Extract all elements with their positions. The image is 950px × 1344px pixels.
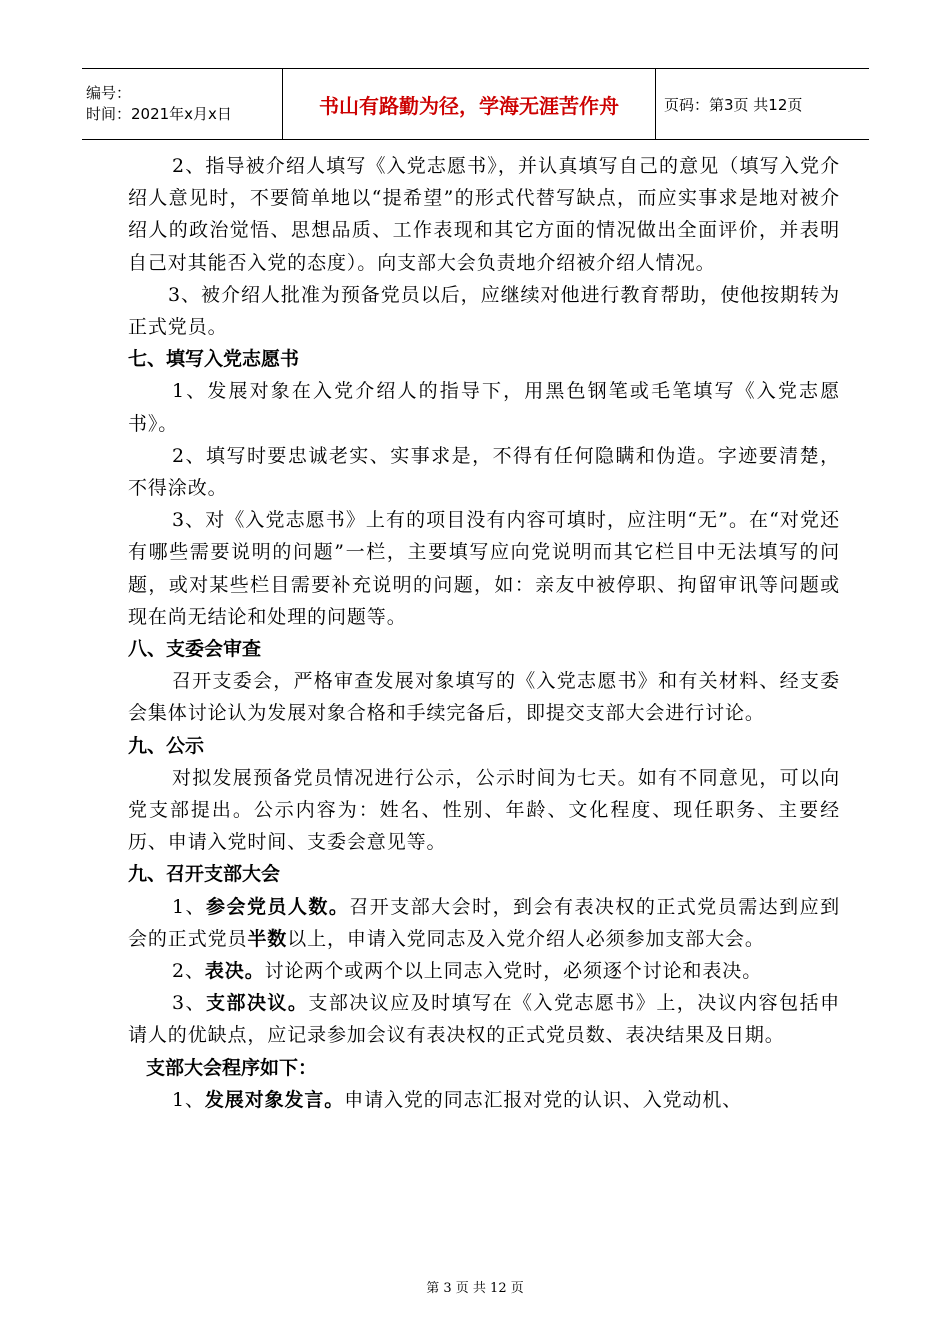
- header-motto: [283, 69, 656, 139]
- item-keyword: 参会党员人数。: [206, 895, 350, 918]
- item-keyword: 表决。: [204, 960, 265, 983]
- item-text: 申请入党的同志汇报对党的认识、入党动机、: [344, 1088, 743, 1111]
- paragraph: 召开支委会，严格审查发展对象填写的《入党志愿书》和有关材料、经支委会集体讨论认为发展对象合格和手续完备后，即提交支部大会进行讨论。: [128, 670, 840, 725]
- paragraph: 1、发展对象在入党介绍人的指导下，用黑色钢笔或毛笔填写《入党志愿书》。: [128, 380, 840, 435]
- section-heading: 七、填写入党志愿书: [128, 348, 300, 371]
- item-text: 以上，申请入党同志及入党介绍人必须参加支部大会。: [287, 927, 765, 950]
- header-page-info: [656, 69, 869, 139]
- footer-page-number: 第 3 页 共 12 页: [426, 1281, 524, 1296]
- item-text: 召开支部大会时，到会有表决权的正式党员需达到应到会的正式党员: [128, 895, 840, 950]
- paragraph: [128, 1084, 840, 1116]
- item-text: 支部决议应及时填写在《入党志愿书》上，决议内容包括申请人的优缺点，应记录参加会议有表决权的正式党员数、表决结果及日期。: [128, 992, 840, 1047]
- item-number: 2、: [172, 960, 205, 983]
- header-meta: [82, 69, 283, 139]
- section-heading: 八、支委会审查: [128, 638, 262, 661]
- section-heading: 九、公示: [128, 734, 205, 757]
- item-number: 1、: [172, 895, 207, 918]
- item-keyword: 半数: [247, 927, 288, 950]
- subsection-heading: 支部大会程序如下：: [146, 1056, 318, 1079]
- paragraph: [128, 955, 840, 987]
- document-body: [128, 150, 840, 1116]
- paragraph: 3、对《入党志愿书》上有的项目没有内容可填时，应注明“无”。在“对党还有哪些需要说明的问题”一栏，主要填写应向党说明而其它栏目中无法填写的问题，或对某些栏目需要补充说明的问题，如：亲友中被停职、拘留审讯等问题或现在尚无结论和处理的问题等。: [128, 509, 840, 628]
- paragraph: 3、被介绍人批准为预备党员以后，应继续对他进行教育帮助，使他按期转为正式党员。: [128, 283, 840, 339]
- paragraph: [128, 987, 840, 1051]
- paragraph: 2、指导被介绍人填写《入党志愿书》，并认真填写自己的意见（填写入党介绍人意见时，不要简单地以“提希望”的形式代替写缺点，而应实事求是地对被介绍人的政治觉悟、思想品质、工作表现和其它方面的情况做出全面评价，并表明自己对其能否入党的态度）。向支部大会负责地介绍被介绍人情况。: [128, 155, 840, 274]
- paragraph: 2、填写时要忠诚老实、实事求是，不得有任何隐瞒和伪造。字迹要清楚，不得涂改。: [128, 444, 840, 500]
- section-heading: 九、召开支部大会: [128, 863, 281, 886]
- document-date: 时间：2021年x月x日: [86, 105, 232, 123]
- motto-text: 书山有路勤为径，学海无涯苦作舟: [319, 93, 619, 118]
- item-number: 1、: [172, 1088, 205, 1111]
- item-keyword: 发展对象发言。: [204, 1088, 345, 1111]
- item-number: 3、: [172, 992, 207, 1015]
- page-header: [82, 68, 869, 140]
- paragraph: [128, 891, 840, 955]
- document-number-label: 编号：: [86, 84, 132, 102]
- item-keyword: 支部决议。: [206, 992, 309, 1015]
- page-footer: [0, 1277, 950, 1296]
- paragraph: 对拟发展预备党员情况进行公示，公示时间为七天。如有不同意见，可以向党支部提出。公示内容为：姓名、性别、年龄、文化程度、现任职务、主要经历、申请入党时间、支委会意见等。: [128, 766, 840, 854]
- page-info-text: 页码：第3页 共12页: [664, 95, 803, 114]
- item-text: 讨论两个或两个以上同志入党时，必须逐个讨论和表决。: [264, 960, 763, 983]
